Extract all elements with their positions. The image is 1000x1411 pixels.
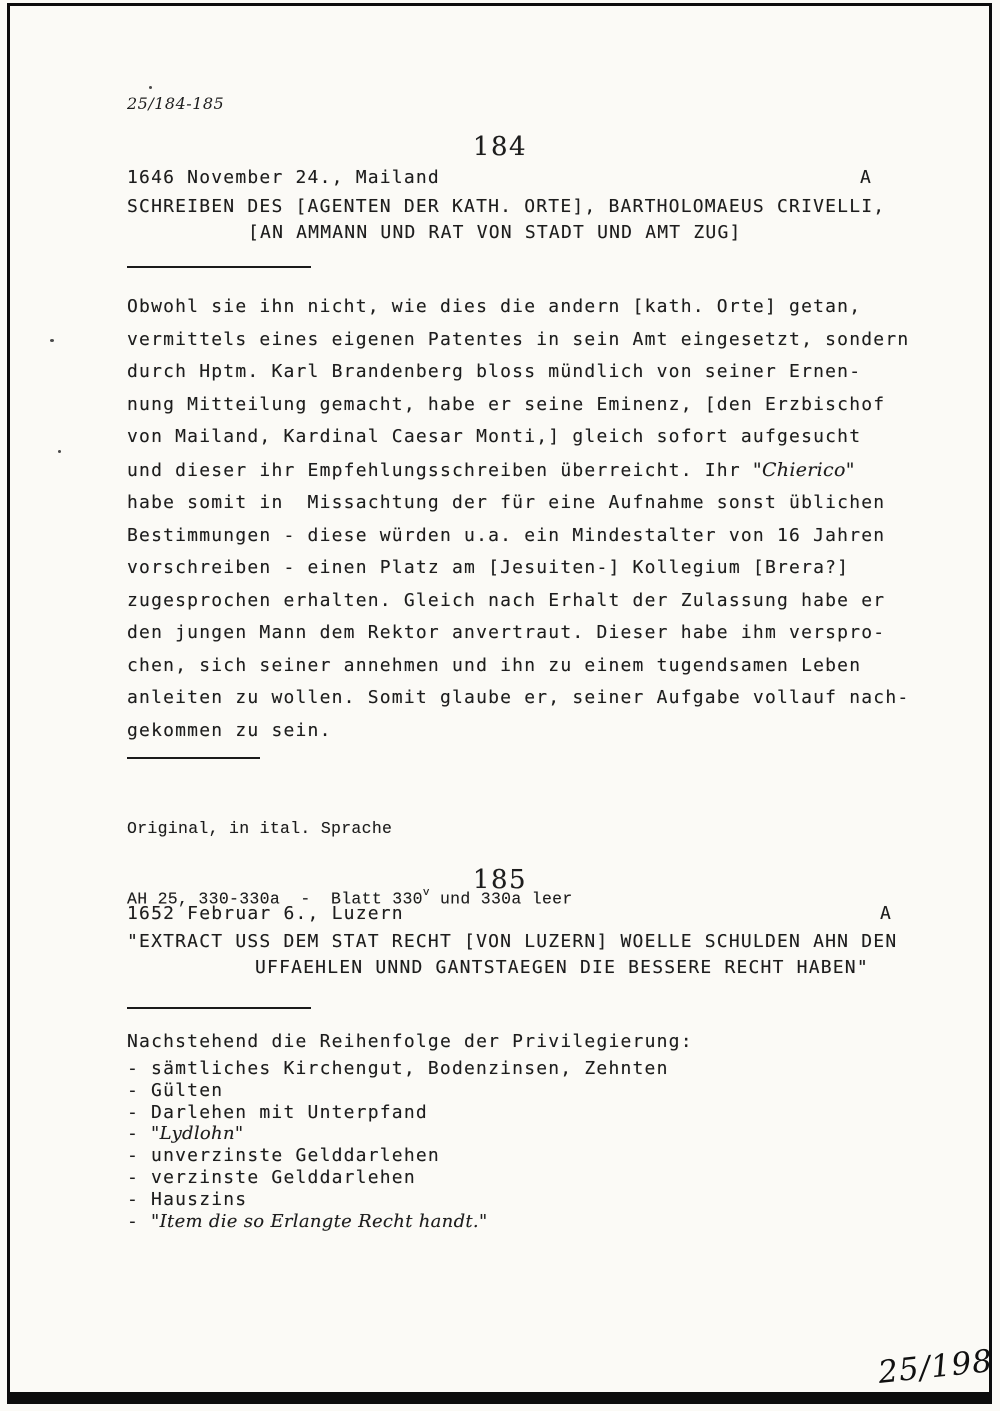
separator-line xyxy=(127,266,311,268)
list-item xyxy=(127,1167,669,1189)
entry-title-184-line1: SCHREIBEN DES [AGENTEN DER KATH. ORTE], BARTHOLOMAEUS CRIVELLI, xyxy=(127,196,886,217)
chierico-italic-term: "Chierico" xyxy=(752,458,855,481)
archive-marker-184: A xyxy=(860,167,873,188)
list-dash: - xyxy=(127,1058,140,1079)
body-line: von Mailand, Kardinal Caesar Monti,] gleich sofort aufgesucht xyxy=(127,426,862,447)
source-note-tail: und 330a leer xyxy=(429,889,573,909)
list-item-text-italic: "Lydlohn" xyxy=(151,1123,244,1145)
entry-number-184: 184 xyxy=(472,132,528,162)
body-line: anleiten zu wollen. Somit glaube er, seiner Aufgabe vollauf nach- xyxy=(127,687,910,708)
list-dash: - xyxy=(127,1101,140,1123)
body-line: vermittels eines eigenen Patentes in sein Amt eingesetzt, sondern xyxy=(127,328,910,350)
list-dash: - xyxy=(127,1210,140,1232)
list-dash: - xyxy=(127,1079,140,1101)
source-line-1: Original, in ital. Sprache xyxy=(127,819,393,838)
body-line: durch Hptm. Karl Brandenberg bloss mündlich von seiner Ernen- xyxy=(127,361,862,382)
list-item xyxy=(127,1080,669,1102)
page-reference: 25/184-185 xyxy=(127,94,225,113)
scan-speck xyxy=(58,450,61,453)
separator-line xyxy=(127,757,260,759)
archive-marker-185: A xyxy=(880,903,893,924)
list-item-text: verzinste Gelddarlehen xyxy=(151,1166,416,1188)
list-item xyxy=(127,1211,669,1233)
scan-speck xyxy=(149,86,152,89)
separator-line xyxy=(127,1007,311,1009)
entry-title-184-line2: [AN AMMANN UND RAT VON STADT UND AMT ZUG] xyxy=(248,222,742,243)
folio-verso-superscript: v xyxy=(422,887,430,899)
list-item-text: unverzinste Gelddarlehen xyxy=(151,1145,440,1167)
body-line: habe somit in Missachtung der für eine Aufnahme sonst üblichen xyxy=(127,492,886,513)
body-line: vorschreiben - einen Platz am [Jesuiten-] Kollegium [Brera?] xyxy=(127,557,850,578)
list-item xyxy=(127,1058,669,1080)
list-item xyxy=(127,1189,669,1211)
entry-title-185-line1: "EXTRACT USS DEM STAT RECHT [VON LUZERN] WOELLE SCHULDEN AHN DEN xyxy=(127,931,898,952)
list-item-text: Darlehen mit Unterpfand xyxy=(151,1101,428,1123)
list-item xyxy=(127,1145,669,1167)
body-line: zugesprochen erhalten. Gleich nach Erhalt der Zulassung habe er xyxy=(127,589,886,611)
entry-number-185: 185 xyxy=(472,865,528,895)
body-line: gekommen zu sein. xyxy=(127,719,332,741)
scan-speck xyxy=(50,339,54,342)
list-item-text-italic: "Item die so Erlangte Recht handt." xyxy=(151,1210,488,1232)
body-line: chen, sich seiner annehmen und ihn zu einem tugendsamen Leben xyxy=(127,654,862,676)
body-line: Obwohl sie ihn nicht, wie dies die andern [kath. Orte] getan, xyxy=(127,296,862,317)
dateline-185: 1652 Februar 6., Luzern xyxy=(127,903,404,924)
list-item-text: Gülten xyxy=(151,1079,224,1101)
list-dash: - xyxy=(127,1188,140,1210)
regest-body-184 xyxy=(127,291,909,747)
list-item-text: Hauszins xyxy=(151,1188,248,1210)
handwritten-folio-note: 25/198 xyxy=(876,1343,995,1391)
list-item-text: sämtliches Kirchengut, Bodenzinsen, Zehnten xyxy=(151,1058,669,1079)
body-line: Bestimmungen - diese würden u.a. ein Mindestalter von 16 Jahren xyxy=(127,524,886,546)
body-line xyxy=(127,454,909,488)
list-dash: - xyxy=(127,1123,140,1145)
list-item xyxy=(127,1123,669,1145)
dateline-184: 1646 November 24., Mailand xyxy=(127,167,440,188)
body-line: den jungen Mann dem Rektor anvertraut. Dieser habe ihm verspro- xyxy=(127,622,886,643)
entry-title-185-line2: UFFAEHLEN UNND GANTSTAEGEN DIE BESSERE RECHT HABEN" xyxy=(255,957,869,978)
privilege-list xyxy=(127,1058,669,1232)
list-dash: - xyxy=(127,1145,140,1167)
body-line-text: und dieser ihr Empfehlungsschreiben überreicht. Ihr xyxy=(127,459,753,481)
source-shelfmark: AH 25, 330-330a - Blatt 330 xyxy=(127,889,423,909)
body-line: nung Mitteilung gemacht, habe er seine Eminenz, [den Erzbischof xyxy=(127,393,886,415)
list-dash: - xyxy=(127,1166,140,1188)
privilege-order-intro: Nachstehend die Reihenfolge der Privilegierung: xyxy=(127,1031,693,1052)
list-item xyxy=(127,1102,669,1124)
